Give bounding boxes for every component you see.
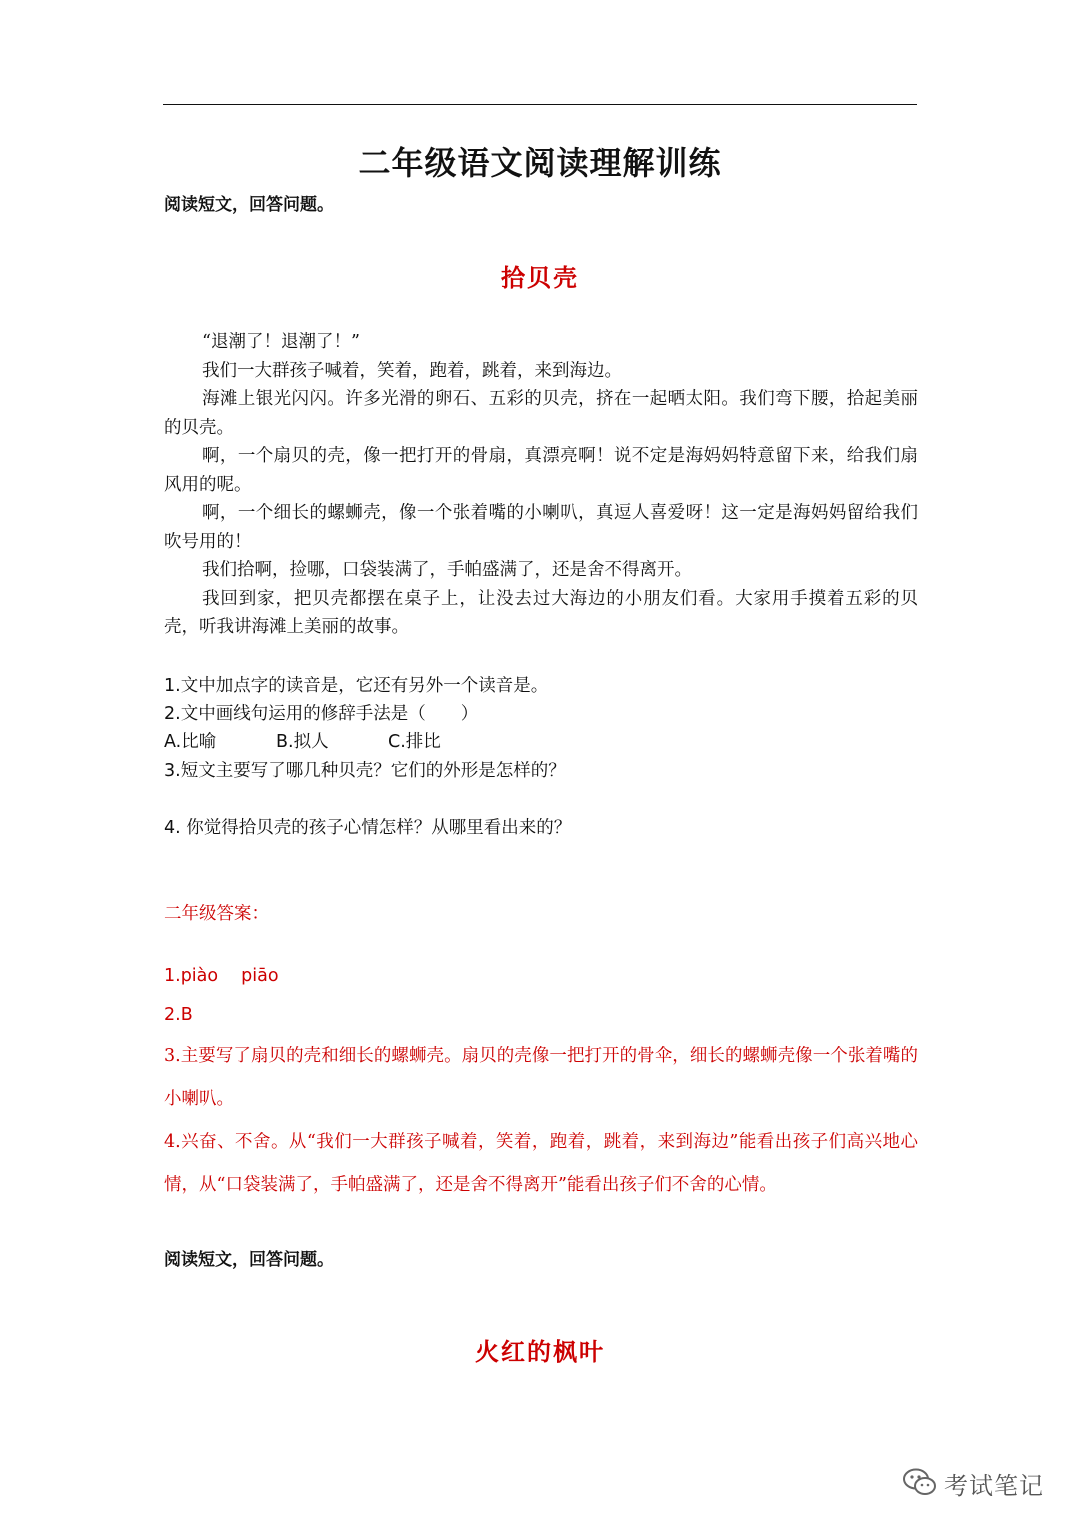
- question-4: 4. 你觉得拾贝壳的孩子心情怎样？从哪里看出来的？: [164, 818, 572, 838]
- instruction: 阅读短文，回答问题。: [164, 195, 334, 215]
- story-paragraph: “退潮了！退潮了！”: [202, 332, 360, 352]
- story-paragraph: 海滩上银光闪闪。许多光滑的卵石、五彩的贝壳，挤在一起晒太阳。我们弯下腰，拾起美丽的贝壳。: [164, 389, 918, 438]
- story-paragraph: 我们一大群孩子喊着，笑着，跑着，跳着，来到海边。: [202, 360, 622, 381]
- answer-2: 2.B: [164, 1005, 193, 1025]
- option-c: C.排比: [388, 732, 441, 752]
- answers-heading: 二年级答案：: [164, 904, 269, 924]
- story-title-2: 火红的枫叶: [475, 1337, 605, 1366]
- top-rule: [163, 104, 917, 105]
- story-title: 拾贝壳: [501, 263, 579, 292]
- answer-4: 4.兴奋、不舍。从“我们一大群孩子喊着，笑着，跑着，跳着，来到海边”能看出孩子们高兴地心情，从“口袋装满了，手帕盛满了，还是舍不得离开”能看出孩子们不舍的心情。: [164, 1132, 918, 1195]
- answer-1: 1.piào piāo: [164, 966, 279, 986]
- story-paragraph: 啊，一个扇贝的壳，像一把打开的骨扇，真漂亮啊！说不定是海妈妈特意留下来，给我们扇风用的呢。: [164, 446, 918, 495]
- page-title: 二年级语文阅读理解训练: [358, 144, 722, 182]
- answer-3: 3.主要写了扇贝的壳和细长的螺蛳壳。扇贝的壳像一把打开的骨伞，细长的螺蛳壳像一个张着嘴的小喇叭。: [164, 1046, 918, 1109]
- story-paragraph: 我们拾啊，捡哪，口袋装满了，手帕盛满了，还是舍不得离开。: [202, 560, 692, 580]
- story-paragraph: 啊，一个细长的螺蛳壳，像一个张着嘴的小喇叭，真逗人喜爱呀！这一定是海妈妈留给我们吹号用的！: [164, 503, 918, 552]
- question-1: 1.文中加点字的读音是，它还有另外一个读音是。: [164, 676, 549, 696]
- instruction-2: 阅读短文，回答问题。: [164, 1250, 334, 1270]
- watermark-text: 考试笔记: [944, 1472, 1044, 1500]
- story-paragraph: 我回到家，把贝壳都摆在桌子上，让没去过大海边的小朋友们看。大家用手摸着五彩的贝壳，听我讲海滩上美丽的故事。: [164, 588, 918, 637]
- option-b: B.拟人: [276, 732, 329, 752]
- question-2: 2.文中画线句运用的修辞手法是（ ）: [164, 704, 479, 724]
- question-3: 3.短文主要写了哪几种贝壳？它们的外形是怎样的？: [164, 761, 566, 781]
- watermark: [902, 1466, 1044, 1501]
- wechat-icon: [902, 1467, 938, 1501]
- option-a: A.比喻: [164, 732, 217, 752]
